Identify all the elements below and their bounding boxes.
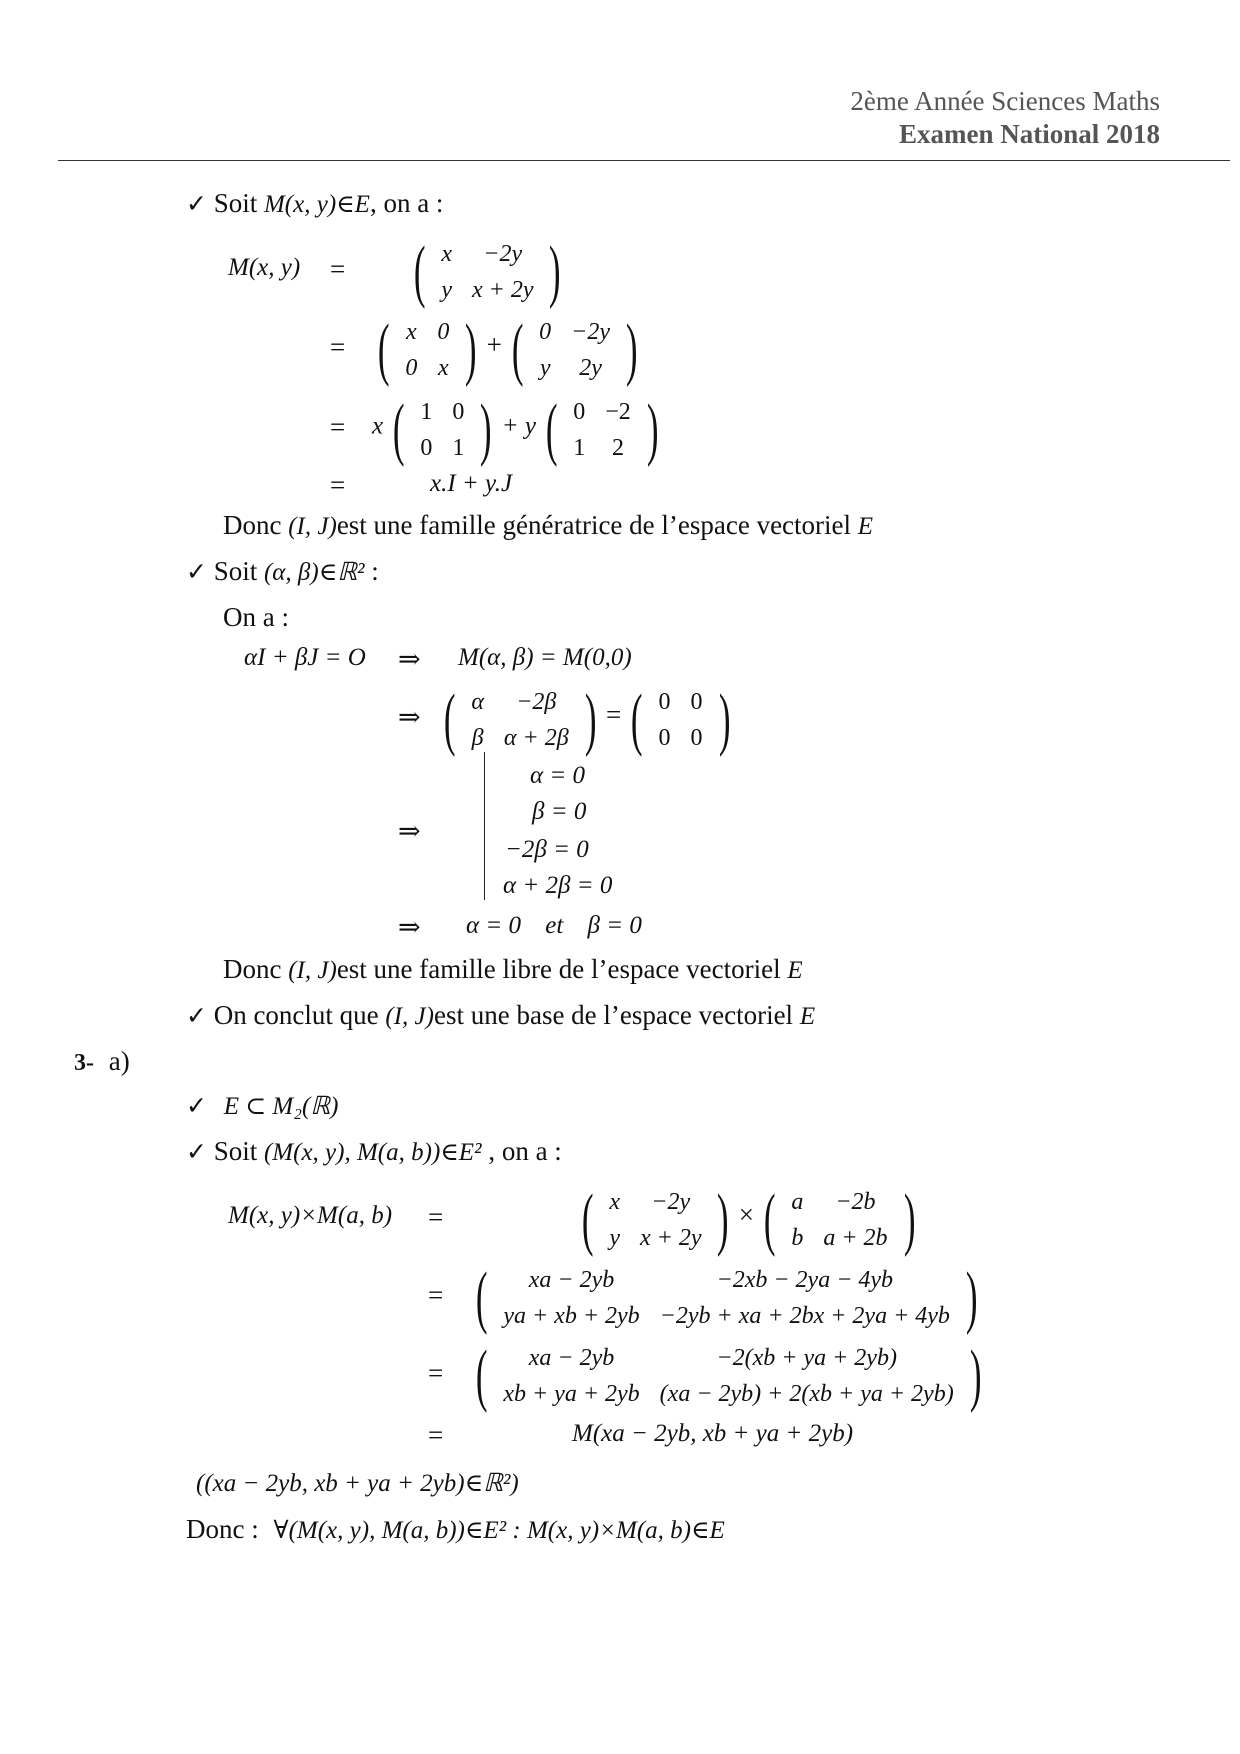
sys-eq-4: α + 2β = 0 xyxy=(503,872,613,899)
header-subtitle: 2ème Année Sciences Maths xyxy=(850,86,1160,116)
line-soit-3: ✓ Soit (M(x, y), M(a, b))∈E² , on a : xyxy=(186,1136,562,1166)
matrix-alpha-beta-eq: ( α −2β β α + 2β ) = ( 0 0 0 0 ) xyxy=(443,681,731,758)
eq-sign: = xyxy=(428,1280,444,1310)
math-m-in-e: M(x, y)∈E xyxy=(263,191,370,218)
math-final: α = 0 et β = 0 xyxy=(466,912,642,939)
math-xi-yj: x.I + y.J xyxy=(430,470,513,497)
line-on-a: On a : xyxy=(223,602,289,632)
text-soit: Soit xyxy=(213,188,258,218)
math-lhs-mxy: M(x, y) xyxy=(228,254,301,281)
line-subset: ✓ E ⊂ M₂(ℝ) xyxy=(186,1091,339,1120)
sys-eq-1: α = 0 xyxy=(530,762,585,789)
implies-arrow: ⇒ xyxy=(398,816,421,846)
line-donc-libre: Donc (I, J)est une famille libre de l’espace vectoriel E xyxy=(223,954,803,984)
text-on-a: , on a : xyxy=(369,188,444,218)
implies-arrow: ⇒ xyxy=(398,644,421,674)
math-result: M(xa − 2yb, xb + ya + 2yb) xyxy=(572,1420,854,1447)
matrix-sum-1: ( x 0 0 x ) + ( 0 −2y y 2y ) xyxy=(377,311,638,388)
line-donc-final: Donc : ∀(M(x, y), M(a, b))∈E² : M(x, y)×M(a, b)∈E xyxy=(186,1514,725,1544)
matrix-expanded-1: ( xa − 2yb −2xb − 2ya − 4yb ya + xb + 2yb −2yb + xa + 2bx + 2ya + 4yb ) xyxy=(475,1259,978,1336)
eq-sign: = xyxy=(330,332,346,362)
matrix-sum-2: x ( 1 0 0 1 ) + y ( 0 −2 1 2 ) xyxy=(372,391,659,468)
line-soit-2: ✓ Soit (α, β)∈ℝ² : xyxy=(186,556,379,586)
sys-eq-3: −2β = 0 xyxy=(505,836,589,863)
eq-sign: = xyxy=(428,1202,444,1232)
eq-sign: = xyxy=(330,470,346,500)
eq-sign: = xyxy=(428,1420,444,1450)
eq-sign: = xyxy=(330,254,346,284)
implies-arrow: ⇒ xyxy=(398,912,421,942)
matrix-product: ( x −2y y x + 2y ) × ( a −2b b a + 2b ) xyxy=(581,1181,916,1258)
question-3a: 3- a) xyxy=(74,1046,130,1076)
system-brace xyxy=(484,752,497,900)
math-m-alpha-beta: M(α, β) = M(0,0) xyxy=(458,644,632,671)
math-note: ((xa − 2yb, xb + ya + 2yb)∈ℝ²) xyxy=(196,1470,519,1497)
line-soit-1 xyxy=(186,188,443,219)
math-lin-comb: αI + βJ = O xyxy=(244,644,366,671)
check-mark-icon: ✓ xyxy=(186,189,207,218)
sys-eq-2: β = 0 xyxy=(532,798,587,825)
line-conclusion: ✓ On conclut que (I, J)est une base de l’espace vectoriel E xyxy=(186,1000,816,1030)
header-divider xyxy=(58,160,1230,161)
matrix-m-xy: ( x −2y y x + 2y ) xyxy=(413,233,561,310)
implies-arrow: ⇒ xyxy=(398,702,421,732)
line-donc-generatrice: Donc (I, J)est une famille génératrice de l’espace vectoriel E xyxy=(223,510,874,540)
eq-sign: = xyxy=(428,1358,444,1388)
check-mark-icon: ✓ xyxy=(186,1091,207,1120)
eq-sign: = xyxy=(330,412,346,442)
check-mark-icon: ✓ xyxy=(186,1137,207,1166)
check-mark-icon: ✓ xyxy=(186,1001,207,1030)
matrix-expanded-2: ( xa − 2yb −2(xb + ya + 2yb) xb + ya + 2yb (xa − 2yb) + 2(xb + ya + 2yb) ) xyxy=(475,1337,982,1414)
math-lhs-product: M(x, y)×M(a, b) xyxy=(228,1202,393,1229)
check-mark-icon: ✓ xyxy=(186,557,207,586)
header-title: Examen National 2018 xyxy=(898,119,1160,149)
